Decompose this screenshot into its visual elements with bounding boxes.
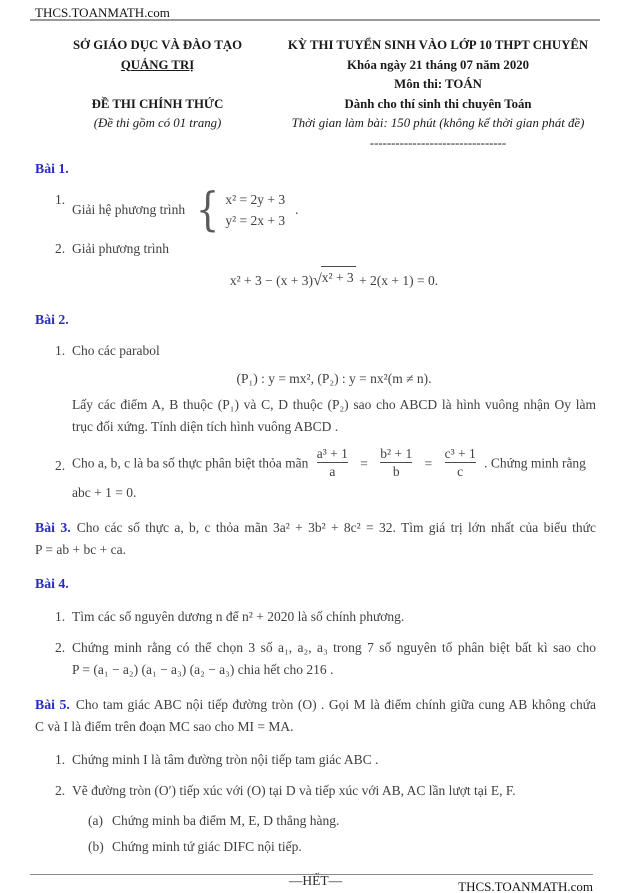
- system-equation-1: x² = 2y + 3: [225, 192, 286, 207]
- item-text: Tìm các số nguyên dương n để n² + 2020 là số chính phương.: [72, 609, 405, 624]
- top-brand-link[interactable]: THCS.TOANMATH.com: [35, 5, 170, 20]
- header-left-column: [35, 36, 280, 152]
- department-line2: QUẢNG TRỊ: [120, 57, 195, 72]
- problem-3-text: Cho các số thực a, b, c thỏa mãn 3a² + 3b² + 8c² = 32. Tìm giá trị lớn nhất của biểu thức: [76, 520, 596, 535]
- paragraph-line: abc + 1 = 0.: [72, 485, 137, 500]
- department-line1: SỞ GIÁO DỤC VÀ ĐÀO TẠO: [72, 38, 243, 52]
- problem-5-heading: Bài 5.: [35, 697, 70, 712]
- item-text: Chứng minh I là tâm đường tròn nội tiếp tam giác ABC .: [72, 752, 379, 767]
- item-number: 1.: [55, 343, 66, 358]
- equation-suffix: + 2(x + 1) = 0.: [355, 273, 439, 288]
- top-divider-rule: [30, 19, 600, 21]
- equals-sign: =: [424, 455, 433, 471]
- subitem-text: Chứng minh tứ giác DIFC nội tiếp.: [112, 839, 302, 854]
- fraction-denominator: c: [445, 462, 476, 480]
- fraction-numerator: c³ + 1: [444, 446, 476, 461]
- subitem-label: (b): [88, 839, 104, 854]
- header-right-column: [280, 36, 596, 152]
- bottom-brand-link[interactable]: THCS.TOANMATH.com: [458, 879, 593, 893]
- end-of-exam-mark: —HẾT—: [288, 873, 343, 888]
- exam-session: Khóa ngày 21 tháng 07 năm 2020: [346, 57, 530, 72]
- equation-system-row: [72, 182, 596, 237]
- problem-2-heading: Bài 2.: [35, 312, 69, 327]
- official-exam-label: ĐỀ THI CHÍNH THỨC: [91, 96, 224, 111]
- radicand: x² + 3: [321, 266, 356, 289]
- problem-3-heading: Bài 3.: [35, 520, 71, 535]
- item-text: Vẽ đường tròn (O′) tiếp xúc với (O) tại D và tiếp xúc với AB, AC lần lượt tại E, F.: [72, 783, 516, 798]
- fraction-denominator: b: [380, 462, 412, 480]
- fraction-denominator: a: [317, 462, 348, 480]
- paragraph-line: [35, 517, 596, 539]
- problem-5-item-1: [55, 749, 596, 771]
- paragraph-line: Chứng minh rằng có thể chọn 3 số a₁, a₂, a₃ trong 7 số nguyên tố phân biệt bất kì sao cho: [72, 640, 596, 655]
- paragraph-line: trục đối xứng. Tính diện tích hình vuông ABCD .: [72, 419, 339, 434]
- equation-system: [225, 189, 285, 231]
- system-equation-2: y² = 2x + 3: [225, 213, 286, 228]
- item-number: 1.: [55, 609, 66, 624]
- exam-header: [35, 36, 596, 152]
- fraction-c: [445, 445, 476, 480]
- exam-page-note: (Đề thi gồm có 01 trang): [93, 116, 222, 130]
- exam-audience: Dành cho thí sinh thi chuyên Toán: [344, 96, 532, 111]
- problem-3: [35, 517, 596, 561]
- paragraph-line: P = ab + bc + ca.: [35, 542, 126, 557]
- subitem-label: (a): [88, 813, 103, 828]
- radical-sign: √: [312, 272, 322, 289]
- bottom-divider-rule: [30, 874, 593, 875]
- exam-title: KỲ THI TUYỂN SINH VÀO LỚP 10 THPT CHUYÊN: [287, 38, 589, 52]
- problem-5-item-2: [55, 780, 596, 802]
- equals-sign: =: [360, 455, 368, 471]
- problem-5-intro: [35, 694, 596, 738]
- item-lead-text: Cho các parabol: [72, 343, 160, 358]
- item-number: 2.: [55, 640, 66, 655]
- paragraph-line: Lấy các điểm A, B thuộc (P₁) và C, D thuộc (P₂) sao cho ABCD là hình vuông nhận Oy làm: [72, 397, 596, 412]
- exam-subject: Môn thi: TOÁN: [394, 77, 482, 91]
- header-dashed-divider: --------------------------------: [369, 135, 507, 150]
- fraction-a: [317, 445, 348, 480]
- problem-5-subitem-a: [88, 810, 596, 832]
- paragraph-line: P = (a₁ − a₂) (a₁ − a₃) (a₂ − a₃) chia hết cho 216 .: [72, 662, 334, 677]
- fraction-line: [72, 447, 596, 482]
- subitem-text: Chứng minh ba điểm M, E, D thẳng hàng.: [112, 813, 340, 828]
- item-lead-text: Cho a, b, c là ba số thực phân biệt thỏa mãn: [72, 455, 309, 471]
- problem-1-item-2: [55, 238, 596, 296]
- exam-body: [35, 158, 596, 892]
- item-number: 2.: [55, 783, 66, 798]
- problem-2-item-1: [55, 340, 596, 438]
- problem-4-item-2: [55, 637, 596, 681]
- problem-4-item-1: [55, 606, 596, 628]
- item-number: 1.: [55, 752, 66, 767]
- item-lead-text: Giải phương trình: [72, 241, 169, 256]
- item-number: 2.: [55, 241, 66, 256]
- problem-5-text: Cho tam giác ABC nội tiếp đường tròn (O) . Gọi M là điểm chính giữa cung AB không chứa: [75, 697, 597, 712]
- equation-prefix: x² + 3 − (x + 3): [229, 273, 313, 288]
- display-equation: [72, 266, 596, 292]
- problem-1-heading: Bài 1.: [35, 161, 69, 176]
- display-equation: (P₁) : y = mx², (P₂) : y = nx²(m ≠ n).: [236, 371, 432, 386]
- fraction-numerator: a³ + 1: [316, 446, 348, 461]
- fraction-b: [380, 445, 412, 480]
- item-number: 1.: [55, 192, 66, 207]
- paragraph-line: C và I là điểm trên đoạn MC sao cho MI = MA.: [35, 719, 294, 734]
- exam-duration: Thời gian làm bài: 150 phút (không kể thời gian phát đề): [291, 116, 585, 130]
- item-tail-text: . Chứng minh rằng: [484, 455, 586, 471]
- header-gap: [35, 75, 280, 95]
- item-lead-text: Giải hệ phương trình: [72, 202, 186, 217]
- fraction-numerator: b² + 1: [380, 446, 413, 461]
- item-number: 2.: [55, 458, 66, 473]
- system-period: .: [295, 202, 299, 217]
- square-root: [313, 266, 356, 289]
- problem-4-heading: Bài 4.: [35, 576, 69, 591]
- problem-1-item-1: [55, 182, 596, 237]
- problem-2-item-2: [55, 447, 596, 504]
- paragraph-line: [35, 694, 596, 716]
- system-brace: {: [195, 182, 220, 237]
- problem-5-subitem-b: [88, 836, 596, 858]
